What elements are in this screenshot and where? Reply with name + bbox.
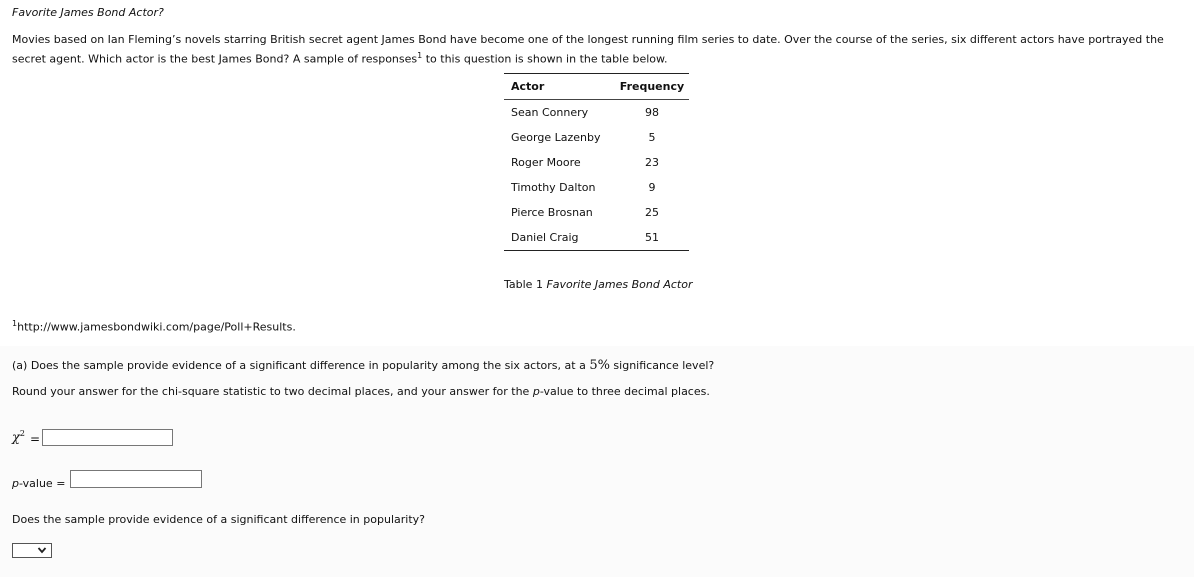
table-row bbox=[504, 200, 689, 225]
caption-prefix: Table 1 bbox=[504, 278, 547, 291]
footnote-text: http://www.jamesbondwiki.com/page/Poll+Results. bbox=[17, 320, 296, 334]
chevron-down-icon bbox=[37, 545, 47, 555]
part-a-question bbox=[12, 358, 714, 373]
column-header-frequency: Frequency bbox=[615, 74, 689, 100]
rounding-text-end: -value to three decimal places. bbox=[539, 385, 710, 398]
answer-panel bbox=[0, 346, 1194, 577]
part-a-question-text: (a) Does the sample provide evidence of a significant difference in popularity among the six actors, at a bbox=[12, 359, 590, 372]
actor-cell: Roger Moore bbox=[511, 156, 581, 169]
p-value-label-rest: -value = bbox=[18, 477, 66, 490]
problem-intro bbox=[12, 32, 1190, 68]
p-value-label bbox=[12, 477, 65, 490]
frequency-cell: 5 bbox=[648, 131, 656, 144]
frequency-cell: 98 bbox=[644, 106, 659, 119]
frequency-cell: 9 bbox=[648, 181, 656, 194]
significance-question: Does the sample provide evidence of a significant difference in popularity? bbox=[12, 513, 425, 526]
actor-cell: Timothy Dalton bbox=[511, 181, 596, 194]
table-row bbox=[504, 225, 689, 251]
footnote bbox=[12, 319, 296, 334]
actor-cell: Pierce Brosnan bbox=[511, 206, 593, 219]
conclusion-dropdown[interactable] bbox=[12, 543, 52, 558]
chi-square-input[interactable] bbox=[42, 429, 173, 446]
table-row bbox=[504, 150, 689, 175]
frequency-cell: 25 bbox=[644, 206, 659, 219]
p-value-p: p bbox=[12, 477, 19, 490]
actor-cell: George Lazenby bbox=[511, 131, 601, 144]
frequency-cell: 51 bbox=[644, 231, 659, 244]
intro-text-end: to this question is shown in the table below. bbox=[422, 52, 668, 66]
chi-equals: = bbox=[30, 432, 41, 446]
table-row bbox=[504, 175, 689, 200]
chi-letter: χ bbox=[12, 430, 20, 446]
table-row bbox=[504, 100, 689, 126]
chi-square-symbol bbox=[12, 429, 25, 445]
rounding-p: p bbox=[532, 385, 540, 398]
actor-cell: Sean Connery bbox=[511, 106, 589, 119]
footnote-mark: 1 bbox=[12, 319, 18, 328]
rounding-text: Round your answer for the chi-square statistic to two decimal places, and your answer for the bbox=[12, 385, 533, 398]
rounding-instructions bbox=[12, 385, 710, 398]
table-caption bbox=[504, 278, 692, 291]
caption-title: Favorite James Bond Actor bbox=[546, 278, 693, 291]
footnote-ref: 1 bbox=[417, 51, 423, 60]
p-value-input[interactable] bbox=[70, 470, 202, 488]
table-header-row bbox=[504, 74, 689, 100]
frequency-cell: 23 bbox=[644, 156, 659, 169]
problem-title: Favorite James Bond Actor? bbox=[12, 6, 164, 19]
intro-text: Movies based on Ian Fleming’s novels starring British secret agent James Bond have become one of the longest running film series to date. Over the course of the series, six different actors have portrayed the secret agent. Which actor is the best James Bond? A sample of responses bbox=[12, 33, 1164, 66]
actor-cell: Daniel Craig bbox=[511, 231, 579, 244]
chi-power: 2 bbox=[19, 429, 25, 438]
column-header-actor: Actor bbox=[504, 74, 615, 100]
part-a-question-end: significance level? bbox=[609, 359, 715, 372]
frequency-table bbox=[504, 73, 689, 251]
significance-level: 5% bbox=[589, 358, 610, 373]
table-row bbox=[504, 125, 689, 150]
